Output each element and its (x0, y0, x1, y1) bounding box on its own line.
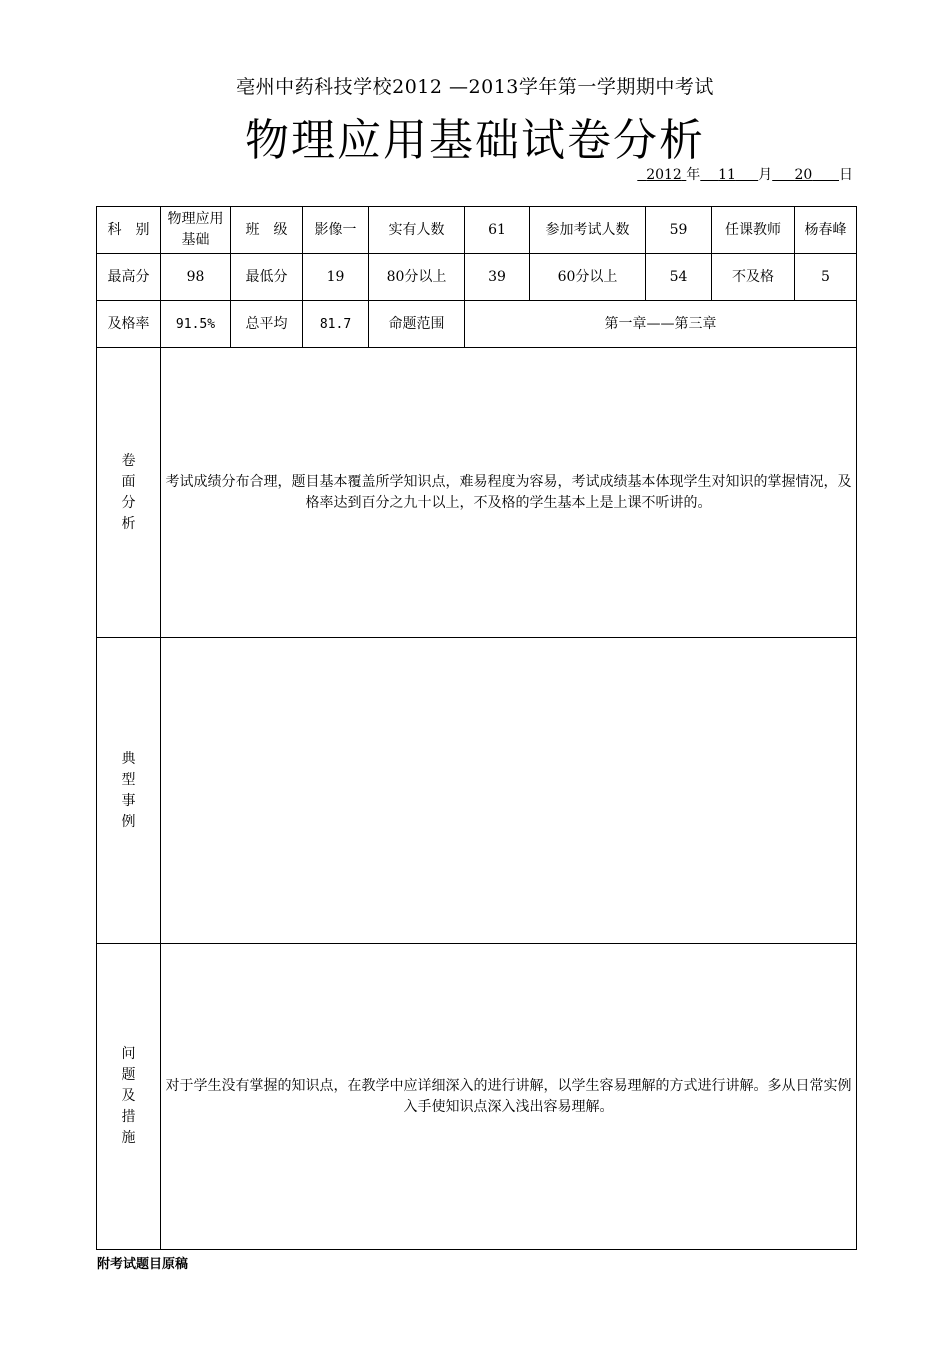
class-label: 班 级 (231, 207, 303, 254)
cases-text (161, 638, 857, 944)
analysis-text: 考试成绩分布合理，题目基本覆盖所学知识点，难易程度为容易，考试成绩基本体现学生对知识的掌握情况，及格率达到百分之九十以上，不及格的学生基本上是上课不听讲的。 (161, 348, 857, 638)
date-month-unit: 月 (758, 167, 773, 183)
table-row (97, 207, 857, 254)
analysis-section-label: 卷 面 分 析 (97, 348, 161, 638)
enrolled-value: 61 (465, 207, 530, 254)
cases-section-label: 典 型 事 例 (97, 638, 161, 944)
table-row (97, 638, 857, 944)
fail-label: 不及格 (712, 254, 795, 301)
scope-label: 命题范围 (369, 301, 465, 348)
pass-rate-value: 91.5% (161, 301, 231, 348)
page-title: 物理应用基础试卷分析 (245, 115, 705, 166)
teacher-label: 任课教师 (712, 207, 795, 254)
exam-analysis-table (96, 206, 857, 1250)
school-exam-subtitle: 亳州中药科技学校2012 —2013学年第一学期期中考试 (236, 76, 714, 98)
min-score-label: 最低分 (231, 254, 303, 301)
issues-section-label: 问 题 及 措 施 (97, 944, 161, 1250)
attended-label: 参加考试人数 (530, 207, 646, 254)
enrolled-label: 实有人数 (369, 207, 465, 254)
date-day-unit: 日 (839, 167, 853, 183)
above80-value: 39 (465, 254, 530, 301)
date-year: 2012 (646, 167, 682, 183)
max-score-value: 98 (161, 254, 231, 301)
teacher-value: 杨春峰 (795, 207, 857, 254)
above80-label: 80分以上 (369, 254, 465, 301)
table-row (97, 944, 857, 1250)
pass-rate-label: 及格率 (97, 301, 161, 348)
scope-value: 第一章——第三章 (465, 301, 857, 348)
date-day: 20 (794, 167, 813, 183)
min-score-value: 19 (303, 254, 369, 301)
above60-label: 60分以上 (530, 254, 646, 301)
issues-text: 对于学生没有掌握的知识点，在教学中应详细深入的进行讲解，以学生容易理解的方式进行讲解。多从日常实例入手使知识点深入浅出容易理解。 (161, 944, 857, 1250)
table-row (97, 254, 857, 301)
date-year-unit: 年 (686, 167, 701, 183)
max-score-label: 最高分 (97, 254, 161, 301)
fail-value: 5 (795, 254, 857, 301)
average-label: 总平均 (231, 301, 303, 348)
date-month: 11 (718, 167, 736, 183)
attended-value: 59 (646, 207, 712, 254)
table-row (97, 301, 857, 348)
table-row (97, 348, 857, 638)
subject-value: 物理应用基础 (161, 207, 231, 254)
average-value: 81.7 (303, 301, 369, 348)
above60-value: 54 (646, 254, 712, 301)
attachment-note: 附考试题目原稿 (97, 1257, 189, 1272)
class-value: 影像一 (303, 207, 369, 254)
date-line (637, 164, 853, 184)
subject-label: 科 别 (97, 207, 161, 254)
